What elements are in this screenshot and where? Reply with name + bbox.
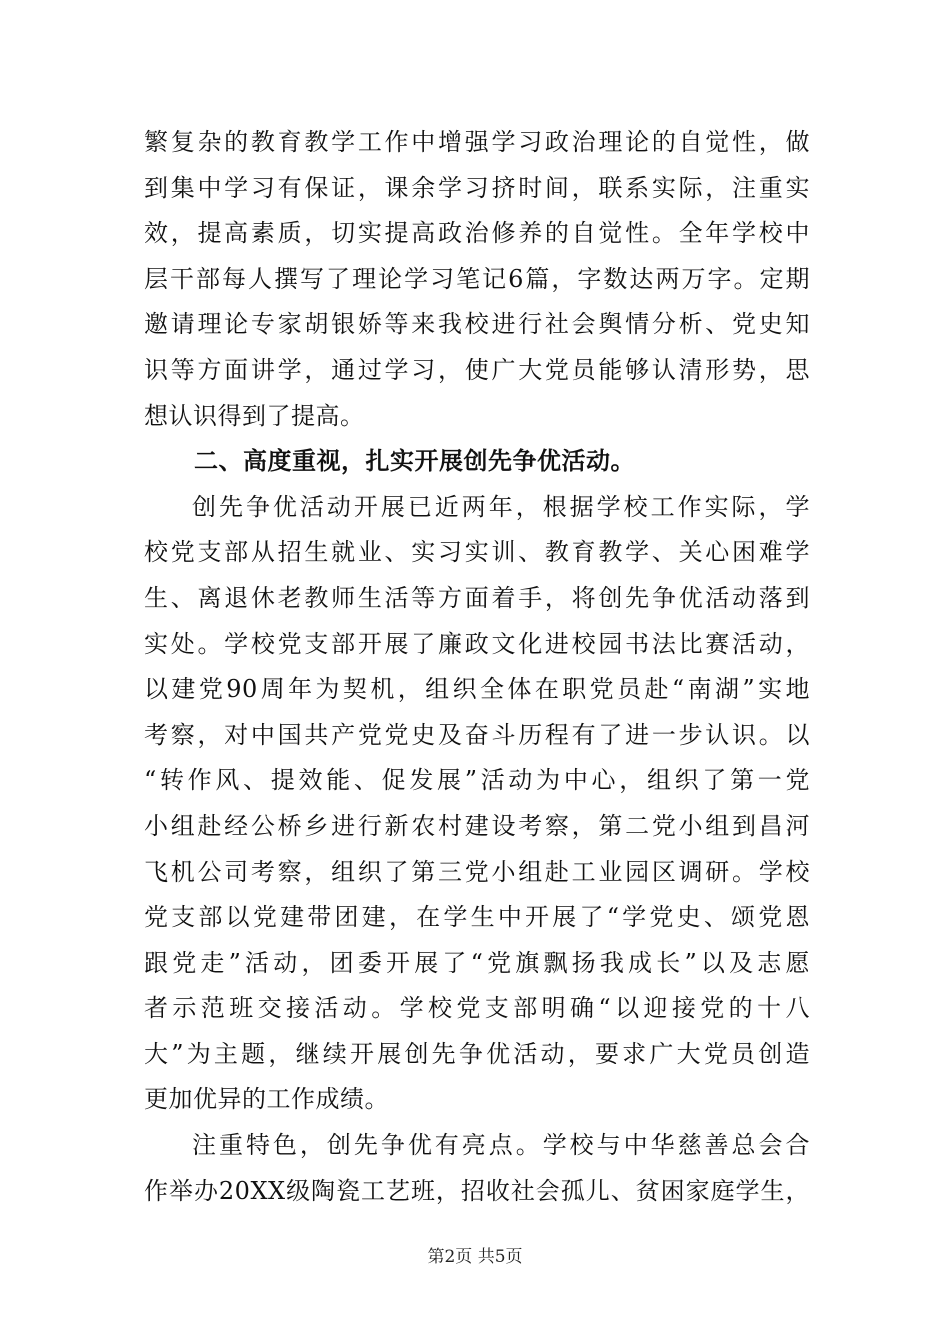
text-line-21: 大”为主题，继续开展创先争优活动，要求广大党员创造 bbox=[144, 1039, 810, 1068]
text-line-5: 邀请理论专家胡银娇等来我校进行社会舆情分析、党史知 bbox=[144, 310, 810, 339]
section-heading: 二、高度重视，扎实开展创先争优活动。 bbox=[194, 447, 635, 476]
text-line-11: 生、离退休老教师生活等方面着手，将创先争优活动落到 bbox=[144, 583, 810, 612]
text-line-23: 注重特色，创先争优有亮点。学校与中华慈善总会合 bbox=[192, 1131, 810, 1160]
text-line-20: 者示范班交接活动。学校党支部明确“以迎接党的十八 bbox=[144, 994, 810, 1023]
text-line-7: 想认识得到了提高。 bbox=[144, 401, 365, 430]
text-line-15: “转作风、提效能、促发展”活动为中心，组织了第一党 bbox=[144, 766, 810, 795]
text-line-19: 跟党走”活动，团委开展了“党旗飘扬我成长”以及志愿 bbox=[144, 948, 810, 977]
text-line-22: 更加优异的工作成绩。 bbox=[144, 1085, 389, 1114]
text-line-18: 党支部以党建带团建，在学生中开展了“学党史、颂党恩 bbox=[144, 903, 810, 932]
text-line-10: 校党支部从招生就业、实习实训、教育教学、关心困难学 bbox=[144, 538, 810, 567]
text-line-2: 到集中学习有保证，课余学习挤时间，联系实际，注重实 bbox=[144, 173, 810, 202]
text-line-4: 层干部每人撰写了理论学习笔记6篇，字数达两万字。定期 bbox=[144, 264, 810, 293]
text-line-14: 考察，对中国共产党党史及奋斗历程有了进一步认识。以 bbox=[144, 720, 810, 749]
text-line-9: 创先争优活动开展已近两年，根据学校工作实际，学 bbox=[192, 492, 810, 521]
text-line-6: 识等方面讲学，通过学习，使广大党员能够认清形势，思 bbox=[144, 355, 810, 384]
document-body bbox=[144, 120, 810, 1214]
text-line-1: 繁复杂的教育教学工作中增强学习政治理论的自觉性，做 bbox=[144, 128, 810, 156]
text-line-24: 作举办20XX级陶瓷工艺班，招收社会孤儿、贫困家庭学生， bbox=[144, 1176, 810, 1205]
text-line-13: 以建党90周年为契机，组织全体在职党员赴“南湖”实地 bbox=[144, 675, 810, 704]
text-line-3: 效，提高素质，切实提高政治修养的自觉性。全年学校中 bbox=[144, 219, 810, 248]
text-line-16: 小组赴经公桥乡进行新农村建设考察，第二党小组到昌河 bbox=[144, 811, 810, 840]
text-line-17: 飞机公司考察，组织了第三党小组赴工业园区调研。学校 bbox=[144, 857, 810, 886]
page-number-footer: 第2页 共5页 bbox=[427, 1247, 523, 1267]
text-line-12: 实处。学校党支部开展了廉政文化进校园书法比赛活动， bbox=[144, 629, 810, 658]
